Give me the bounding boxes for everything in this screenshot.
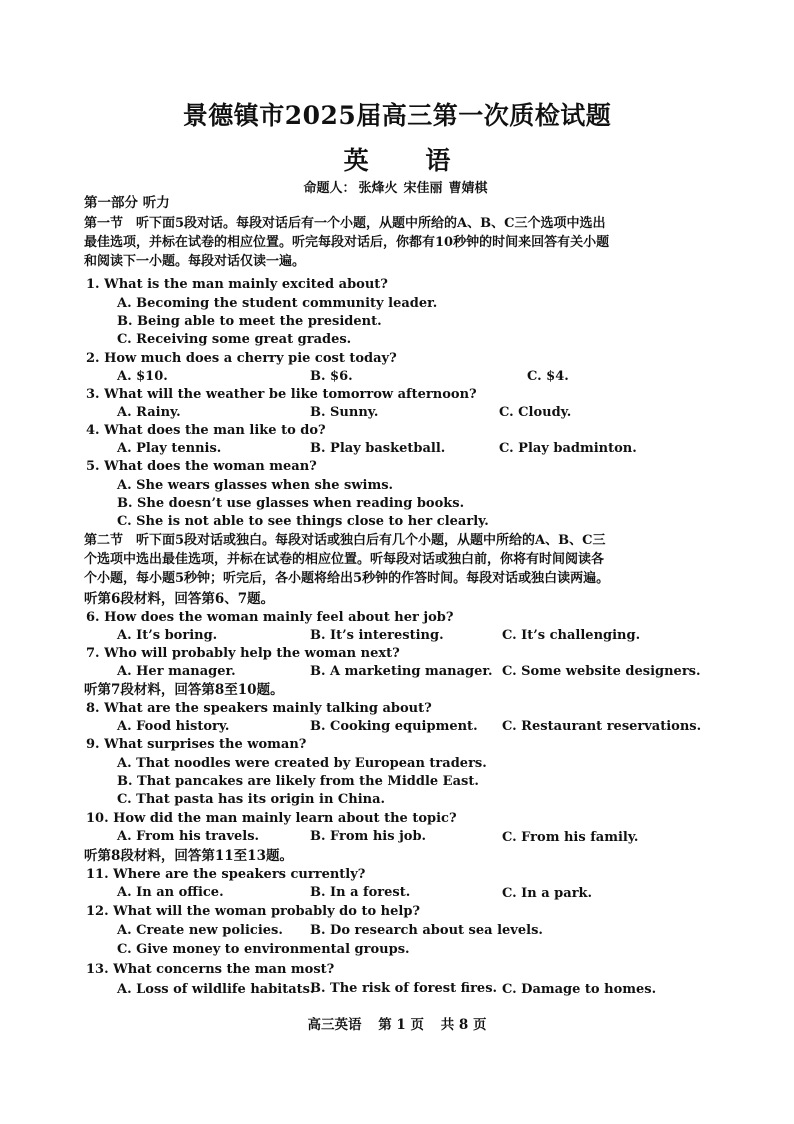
question-stem: 6. How does the woman mainly feel about her job? bbox=[86, 610, 454, 625]
group-heading: 听第7段材料，回答第8至10题。 bbox=[84, 682, 284, 698]
option-a: A. In an office. bbox=[117, 885, 224, 900]
author-name: 宋佳丽 bbox=[403, 181, 443, 196]
option-b: B. $6. bbox=[310, 369, 353, 384]
question-stem: 3. What will the weather be like tomorrow afternoon? bbox=[86, 387, 477, 402]
option-c: C. That pasta has its origin in China. bbox=[117, 792, 386, 807]
page-footer bbox=[0, 1013, 794, 1033]
option-b: B. It’s interesting. bbox=[310, 628, 444, 643]
option-a: A. She wears glasses when she swims. bbox=[117, 478, 394, 493]
question-stem: 1. What is the man mainly excited about? bbox=[86, 277, 388, 292]
option-c: C. Receiving some great grades. bbox=[117, 332, 352, 347]
option-a: A. Becoming the student community leader. bbox=[117, 296, 438, 311]
option-b: B. That pancakes are likely from the Middle East. bbox=[117, 774, 479, 789]
subject-title: 英 语 bbox=[343, 146, 475, 175]
section-instruction: 个选项中选出最佳选项，并标在试卷的相应位置。听每段对话或独白前，你将有时间阅读各 bbox=[84, 552, 605, 567]
section-instruction: 第一节 听下面5段对话。每段对话后有一个小题，从题中所给的A、B、C三个选项中选出 bbox=[84, 216, 606, 231]
option-a: A. From his travels. bbox=[117, 829, 260, 844]
part-heading: 第一部分 听力 bbox=[84, 195, 170, 211]
question-stem: 5. What does the woman mean? bbox=[86, 459, 317, 474]
footer-total-pages: 共 8 页 bbox=[440, 1017, 487, 1033]
footer-subject: 高三英语 bbox=[307, 1017, 362, 1033]
section-instruction: 和阅读下一小题。每段对话仅读一遍。 bbox=[84, 254, 306, 269]
author-name: 曹婧棋 bbox=[448, 181, 488, 196]
option-a: A. Food history. bbox=[117, 719, 230, 734]
question-stem: 10. How did the man mainly learn about the topic? bbox=[86, 811, 457, 826]
option-b: B. The risk of forest fires. bbox=[310, 981, 498, 996]
section-instruction: 第二节 听下面5段对话或独白。每段对话或独白后有几个小题，从题中所给的A、B、C三 bbox=[84, 533, 606, 548]
option-c: C. Some website designers. bbox=[502, 664, 701, 679]
question-stem: 13. What concerns the man most? bbox=[86, 962, 335, 977]
option-c: C. She is not able to see things close to her clearly. bbox=[117, 514, 489, 529]
group-heading: 听第6段材料，回答第6、7题。 bbox=[84, 591, 275, 607]
option-c: C. $4. bbox=[527, 369, 569, 384]
author-name: 张烽火 bbox=[358, 181, 398, 196]
option-b: B. Do research about sea levels. bbox=[310, 923, 543, 938]
question-stem: 12. What will the woman probably do to help? bbox=[86, 904, 421, 919]
option-a: A. Create new policies. bbox=[117, 923, 283, 938]
option-c: C. Restaurant reservations. bbox=[502, 719, 702, 734]
option-b: B. Cooking equipment. bbox=[310, 719, 478, 734]
option-b: B. From his job. bbox=[310, 829, 427, 844]
option-b: B. She doesn’t use glasses when reading books. bbox=[117, 496, 465, 511]
option-b: B. A marketing manager. bbox=[310, 664, 493, 679]
footer-page-number: 第 1 页 bbox=[378, 1017, 424, 1033]
option-a: A. $10. bbox=[117, 369, 168, 384]
section-instruction: 个小题，每小题5秒钟；听完后，各小题将给出5秒钟的作答时间。每段对话或独白读两遍。 bbox=[84, 571, 610, 586]
question-stem: 7. Who will probably help the woman next? bbox=[86, 646, 400, 661]
option-a: A. Her manager. bbox=[117, 664, 236, 679]
option-c: C. From his family. bbox=[502, 830, 639, 845]
option-a: A. That noodles were created by European traders. bbox=[117, 756, 487, 771]
option-a: A. Loss of wildlife habitats. bbox=[117, 982, 315, 997]
option-c: C. Play badminton. bbox=[499, 441, 637, 456]
option-b: B. Being able to meet the president. bbox=[117, 314, 382, 329]
question-stem: 4. What does the man like to do? bbox=[86, 423, 326, 438]
option-a: A. It’s boring. bbox=[117, 628, 218, 643]
question-stem: 11. Where are the speakers currently? bbox=[86, 867, 366, 882]
group-heading: 听第8段材料，回答第11至13题。 bbox=[84, 848, 293, 864]
option-c: C. Cloudy. bbox=[499, 405, 572, 420]
option-a: A. Play tennis. bbox=[117, 441, 222, 456]
option-b: B. Sunny. bbox=[310, 405, 379, 420]
question-stem: 8. What are the speakers mainly talking about? bbox=[86, 701, 432, 716]
option-a: A. Rainy. bbox=[117, 405, 181, 420]
section-instruction: 最佳选项，并标在试卷的相应位置。听完每段对话后，你都有10秒钟的时间来回答有关小题 bbox=[84, 235, 610, 250]
option-c: C. It’s challenging. bbox=[502, 628, 641, 643]
question-stem: 9. What surprises the woman? bbox=[86, 737, 307, 752]
option-c: C. In a park. bbox=[502, 886, 593, 901]
option-b: B. Play basketball. bbox=[310, 441, 446, 456]
option-c: C. Give money to environmental groups. bbox=[117, 942, 410, 957]
authors-label: 命题人： bbox=[303, 181, 356, 196]
option-b: B. In a forest. bbox=[310, 885, 411, 900]
exam-title: 景德镇市2025届高三第一次质检试题 bbox=[182, 101, 612, 130]
option-c: C. Damage to homes. bbox=[502, 982, 657, 997]
question-stem: 2. How much does a cherry pie cost today? bbox=[86, 351, 397, 366]
